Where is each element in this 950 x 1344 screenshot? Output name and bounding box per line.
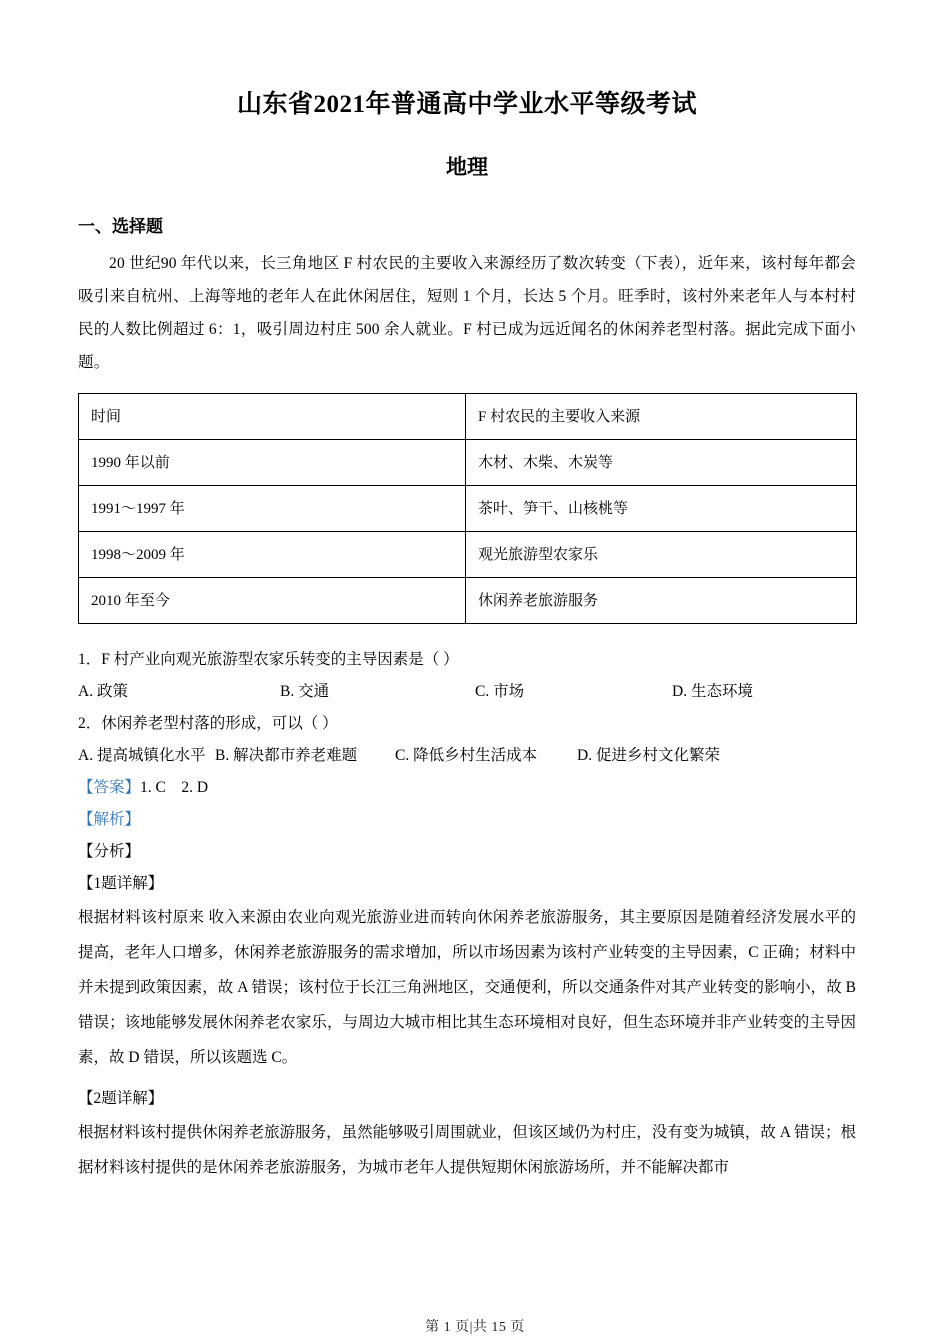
table-cell-source: 茶叶、笋干、山核桃等 — [466, 486, 857, 532]
subject-title: 地理 — [446, 155, 488, 179]
question-1-stem: 1．F 村产业向观光旅游型农家乐转变的主导因素是（ ） — [78, 651, 459, 668]
question-2-stem: 2．休闲养老型村落的形成，可以（ ） — [78, 715, 338, 732]
option-1-c[interactable]: C. 市场 — [475, 683, 525, 700]
answer-values: 1. C 2. D — [140, 779, 209, 796]
analysis-label-line — [78, 804, 856, 836]
table-header-row — [79, 394, 857, 440]
income-source-table — [78, 393, 857, 624]
question-2-options — [78, 740, 856, 772]
table-cell-time: 1991～1997 年 — [79, 486, 466, 532]
spacer — [78, 239, 856, 247]
answer-line — [78, 772, 856, 804]
option-1-d[interactable]: D. 生态环境 — [672, 683, 753, 700]
detail-2-label: 【2题详解】 — [78, 1090, 164, 1107]
page-footer: 第 1 页|共 15 页 — [425, 1320, 525, 1335]
fenxi-label: 【分析】 — [78, 843, 141, 860]
table-row — [79, 578, 857, 624]
option-1-b[interactable]: B. 交通 — [280, 683, 330, 700]
table-cell-source: 观光旅游型农家乐 — [466, 532, 857, 578]
table-cell-source: 木材、木柴、木炭等 — [466, 440, 857, 486]
detail-1-text: 根据材料该村原来 收入来源由农业向观光旅游业进而转向休闲养老旅游服务，其主要原因是随着经济发展水平的提高，老年人口增多，休闲养老旅游服务的需求增加，所以市场因素为该村产业转变的主导因素，C 正确；材料中并未提到政策因素，故 A 错误；该村位于长江三角洲地区，交通便利，所以交通条件对其产业转变的影响小，故 B 错误；该地能够发展休闲养老农家乐，与周边大城市相比其生态环境相对良好，但生态环境并非产业转变的主导因素，故 D 错误，所以该题选 C。 — [78, 909, 856, 1066]
option-2-d[interactable]: D. 促进乡村文化繁荣 — [577, 747, 720, 764]
table-header-cell-time: 时间 — [79, 394, 466, 440]
question-1-options — [78, 676, 856, 708]
table-row — [79, 440, 857, 486]
spacer — [78, 1075, 856, 1083]
table-cell-time: 1998～2009 年 — [79, 532, 466, 578]
table-row — [79, 486, 857, 532]
option-2-b[interactable]: B. 解决都市养老难题 — [215, 747, 358, 764]
table-row — [79, 532, 857, 578]
page-title: 山东省2021年普通高中学业水平等级考试 — [236, 91, 697, 118]
page-content — [78, 0, 856, 1185]
table-cell-time: 2010 年至今 — [79, 578, 466, 624]
option-2-a[interactable]: A. 提高城镇化水平 — [78, 747, 206, 764]
intro-paragraph: 20 世纪90 年代以来，长三角地区 F 村农民的主要收入来源经历了数次转变（下表），近年来，该村每年都会吸引来自杭州、上海等地的老年人在此休闲居住，短则 1 个月，长达 5 个月。旺季时，该村外来老年人与本村村民的人数比例超过 6：1，吸引周边村庄 500 余人就业。F 村已成为远近闻名的休闲养老型村落。据此完成下面小题。 — [78, 255, 856, 371]
spacer — [78, 624, 856, 644]
detail-1-label: 【1题详解】 — [78, 875, 164, 892]
section-heading: 一、选择题 — [78, 217, 163, 236]
answer-label: 【答案】 — [78, 779, 141, 796]
option-2-c[interactable]: C. 降低乡村生活成本 — [395, 747, 538, 764]
analysis-label: 【解析】 — [78, 811, 141, 828]
table-cell-time: 1990 年以前 — [79, 440, 466, 486]
option-1-a[interactable]: A. 政策 — [78, 683, 128, 700]
table-cell-source: 休闲养老旅游服务 — [466, 578, 857, 624]
detail-2-text: 根据材料该村提供休闲养老旅游服务，虽然能够吸引周围就业，但该区域仍为村庄，没有变为城镇，故 A 错误；根据材料该村提供的是休闲养老旅游服务，为城市老年人提供短期休闲旅游场所，并不能解决都市 — [78, 1124, 856, 1176]
table-header-cell-source: F 村农民的主要收入来源 — [466, 394, 857, 440]
